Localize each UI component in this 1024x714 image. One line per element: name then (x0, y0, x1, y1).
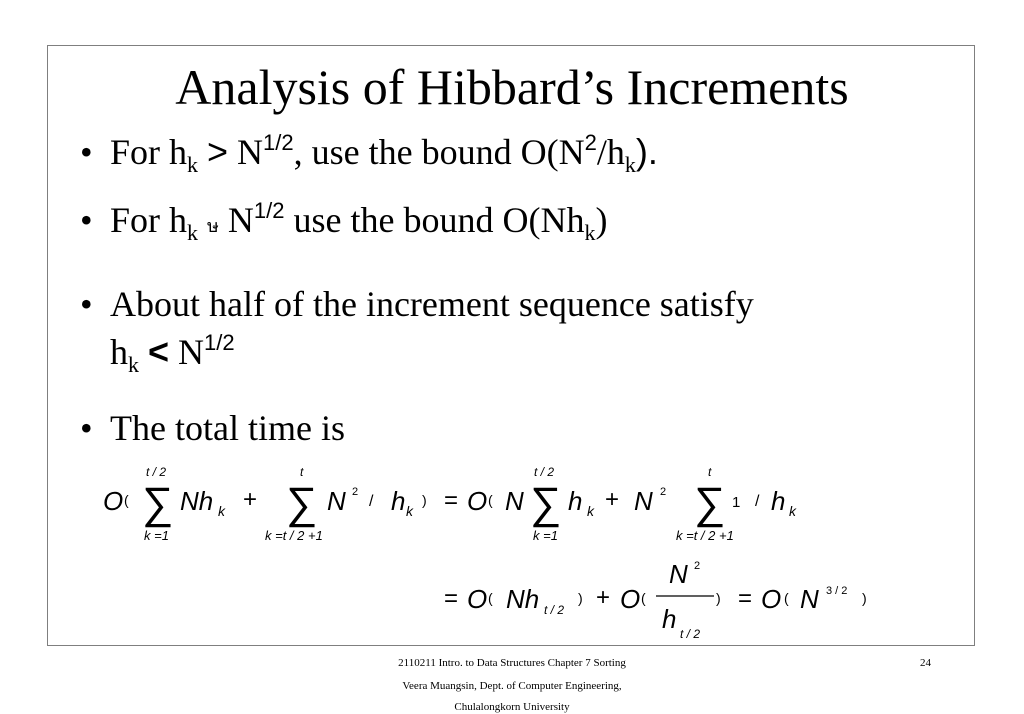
bullet-dot: • (80, 284, 93, 324)
fraction-numerator-N: N (669, 559, 688, 589)
formula-h: h (391, 486, 406, 516)
formula-N: N (634, 486, 653, 516)
formula-plus: + (596, 584, 611, 611)
formula-sub-t2: t / 2 (544, 603, 565, 617)
formula-paren: ( (488, 492, 493, 508)
sum-upper: t (708, 465, 712, 479)
sum-lower: k =t / 2 +1 (265, 528, 323, 543)
bullet-4-text: The total time is (110, 408, 345, 448)
formula-paren: ) (422, 492, 427, 508)
formula-sub-k: k (218, 503, 225, 519)
formula-paren: ) (578, 590, 583, 606)
sigma-symbol: ∑ (286, 479, 318, 528)
formula-sub-k: k (789, 503, 796, 519)
formula-O: O (467, 584, 488, 614)
formula-equals: = (738, 585, 753, 612)
sum-lower: k =t / 2 +1 (676, 528, 734, 543)
formula-paren: ) (716, 590, 721, 606)
sum-upper: t / 2 (534, 465, 555, 479)
formula-sub-t2: t / 2 (680, 627, 701, 641)
formula-O: O (467, 486, 488, 516)
bullet-3-line-1: About half of the increment sequence satisfy (110, 284, 754, 324)
formula-O: O (103, 486, 124, 516)
relation-glyph: ษ (207, 216, 219, 236)
formula-h: h (568, 486, 583, 516)
formula-sub-k: k (587, 503, 594, 519)
formula-paren: ) (862, 590, 867, 606)
formula-equals: = (444, 487, 459, 514)
bullet-1-text: For $h_k > N^{1/2}$, use the bound $O(N^2/h_k)$. (110, 130, 658, 177)
formula-paren: ( (784, 590, 789, 606)
bullet-dot: • (80, 408, 93, 448)
formula-sq: 2 (660, 486, 667, 498)
formula-paren: ( (488, 590, 493, 606)
bullet-dot: • (80, 200, 93, 240)
formula-Nh: Nh (180, 486, 214, 516)
formula-h: h (771, 486, 786, 516)
bullet-3-line-2: $h_k < N^{1/2}$ (110, 330, 235, 377)
formula-N: N (505, 486, 524, 516)
formula-paren: ( (124, 492, 129, 508)
slide-title: Analysis of Hibbard’s Increments (175, 59, 849, 115)
sigma-symbol: ∑ (694, 479, 726, 528)
formula-plus: + (605, 486, 620, 513)
formula-sq: 2 (352, 486, 359, 498)
footer-university: Chulalongkorn University (454, 701, 570, 713)
fraction-denominator-h: h (662, 604, 677, 634)
formula-Nh: Nh (506, 584, 540, 614)
formula-equals: = (444, 585, 459, 612)
formula-one: 1 (732, 494, 741, 511)
formula-N: N (327, 486, 346, 516)
page-number: 24 (920, 657, 931, 669)
footer-author: Veera Muangsin, Dept. of Computer Engineering, (402, 680, 622, 692)
formula-slash: / (369, 493, 374, 510)
sum-lower: k =1 (144, 528, 169, 543)
formula-N: N (800, 584, 819, 614)
formula-paren: ( (641, 590, 646, 606)
sigma-symbol: ∑ (142, 479, 174, 528)
formula-O: O (620, 584, 641, 614)
sum-upper: t / 2 (146, 465, 167, 479)
sum-lower: k =1 (533, 528, 558, 543)
formula-sq: 2 (694, 560, 701, 572)
sigma-symbol: ∑ (530, 479, 562, 528)
formula-exponent: 3 / 2 (826, 585, 848, 597)
formula-sub-k: k (406, 503, 413, 519)
formula-plus: + (243, 486, 258, 513)
formula-O: O (761, 584, 782, 614)
sum-upper: t (300, 465, 304, 479)
footer-course: 2110211 Intro. to Data Structures Chapter 7 Sorting (398, 657, 626, 669)
bullet-2-text: For $h_k$ ษ $N^{1/2}$ use the bound $O(Nh_k)$ (110, 198, 608, 245)
bullet-dot: • (80, 132, 93, 172)
formula-slash: / (755, 493, 760, 510)
